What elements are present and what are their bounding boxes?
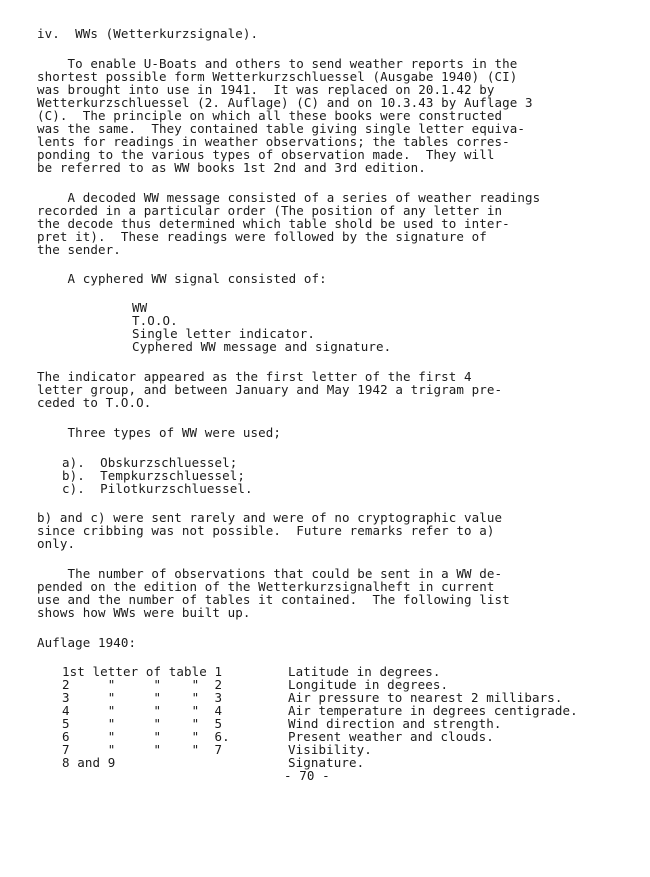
text-line: The number of observations that could be sent in a WW de- [37,566,503,581]
list-item: Single letter indicator. [132,326,316,341]
text-line: To enable U-Boats and others to send weather reports in the [37,56,518,71]
text-line: recorded in a particular order (The position of any letter in [37,203,503,218]
auflage-title: Auflage 1940: [37,635,137,650]
table-row-right: Present weather and clouds. [288,729,494,744]
text-line: ponding to the various types of observation made. They will [37,147,495,162]
table-row-left: 4 " " " 4 [62,703,223,718]
table-row-left: 8 and 9 [62,755,116,770]
table-row-left: 3 " " " 3 [62,690,223,705]
table-row-right: Latitude in degrees. [288,664,441,679]
text-line: the sender. [37,242,121,257]
text-line: shortest possible form Wetterkurzschluessel (Ausgabe 1940) (CI) [37,69,518,84]
text-line: Wetterkurzschluessel (2. Auflage) (C) and on 10.3.43 by Auflage 3 [37,95,533,110]
text-line: since cribbing was not possible. Future remarks refer to a) [37,523,495,538]
table-row-right: Air pressure to nearest 2 millibars. [288,690,563,705]
list-item: a). Obskurzschluessel; [62,455,238,470]
table-row-left: 5 " " " 5 [62,716,223,731]
text-line: pended on the edition of the Wetterkurzsignalheft in current [37,579,495,594]
table-row-right: Visibility. [288,742,372,757]
table-row-right: Signature. [288,755,365,770]
table-row-right: Longitude in degrees. [288,677,449,692]
text-line: (C). The principle on which all these books were constructed [37,108,503,123]
text-line: b) and c) were sent rarely and were of no cryptographic value [37,510,503,525]
text-line: use and the number of tables it contained. The following list [37,592,510,607]
section-heading: iv. WWs (Wetterkurzsignale). [37,26,259,41]
list-item: c). Pilotkurzschluessel. [62,481,253,496]
text-line: A decoded WW message consisted of a series of weather readings [37,190,541,205]
page-number: - 70 - [284,768,330,783]
text-line: was the same. They contained table giving single letter equiva- [37,121,526,136]
list-item: WW [132,300,148,315]
text-line: only. [37,536,76,551]
text-line: be referred to as WW books 1st 2nd and 3rd edition. [37,160,426,175]
table-row-right: Wind direction and strength. [288,716,502,731]
text-line: letter group, and between January and May 1942 a trigram pre- [37,382,503,397]
table-row-left: 6 " " " 6. [62,729,230,744]
text-line: The indicator appeared as the first letter of the first 4 [37,369,472,384]
text-line: the decode thus determined which table shold be used to inter- [37,216,510,231]
table-row-left: 7 " " " 7 [62,742,223,757]
text-line: pret it). These readings were followed by the signature of [37,229,487,244]
list-item: Cyphered WW message and signature. [132,339,392,354]
cyphered-signal-intro: A cyphered WW signal consisted of: [37,271,327,286]
text-line: ceded to T.O.O. [37,395,152,410]
text-line: shows how WWs were built up. [37,605,251,620]
text-line: lents for readings in weather observations; the tables corres- [37,134,510,149]
types-intro: Three types of WW were used; [37,425,282,440]
table-row-left: 1st letter of table 1 [62,664,223,679]
list-item: b). Tempkurzschluessel; [62,468,246,483]
table-row-right: Air temperature in degrees centigrade. [288,703,578,718]
text-line: was brought into use in 1941. It was replaced on 20.1.42 by [37,82,495,97]
list-item: T.O.O. [132,313,178,328]
table-row-left: 2 " " " 2 [62,677,223,692]
